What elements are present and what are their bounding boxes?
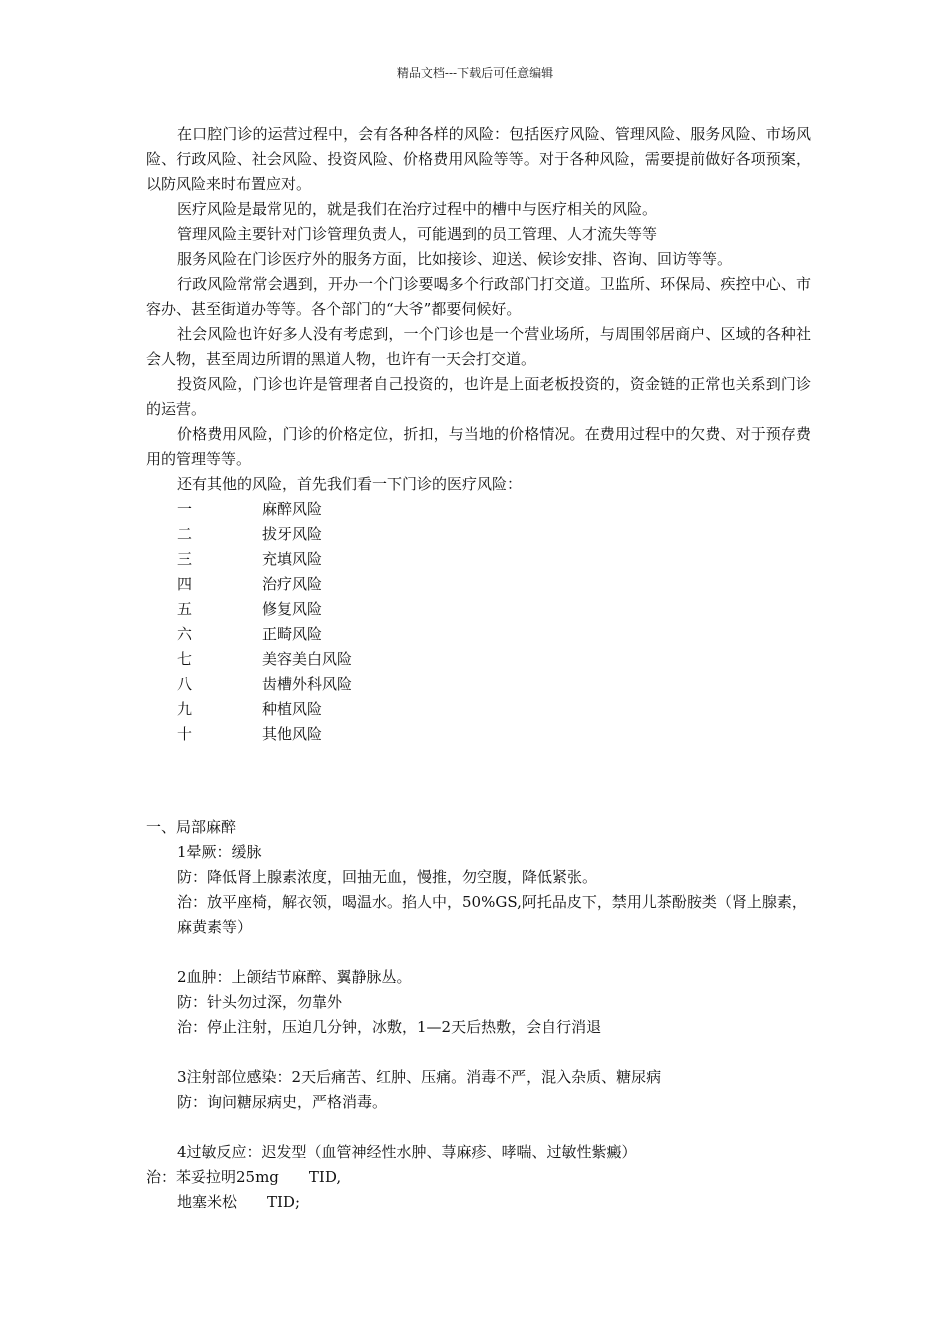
document-body xyxy=(146,122,811,1215)
item-treat: 地塞米松 TID; xyxy=(177,1193,301,1211)
spacer xyxy=(146,1115,811,1140)
list-number: 七 xyxy=(177,650,193,668)
spacer xyxy=(146,1040,811,1065)
intro-paragraph: 医疗风险是最常见的，就是我们在治疗过程中的槽中与医疗相关的风险。 xyxy=(177,200,658,218)
list-number: 一 xyxy=(177,500,193,518)
list-item xyxy=(146,647,811,672)
item-title: 4过敏反应：迟发型（血管神经性水肿、荨麻疹、哮喘、过敏性紫癜） xyxy=(177,1143,637,1161)
list-number: 六 xyxy=(177,625,193,643)
list-label: 种植风险 xyxy=(262,700,323,718)
list-label: 充填风险 xyxy=(262,550,323,568)
intro-paragraph: 社会风险也许好多人没有考虑到，一个门诊也是一个营业场所，与周围邻居商户、区域的各种社会人物，甚至周边所谓的黑道人物，也许有一天会打交道。 xyxy=(146,325,811,368)
list-item xyxy=(146,547,811,572)
intro-paragraph: 管理风险主要针对门诊管理负责人，可能遇到的员工管理、人才流失等等 xyxy=(177,225,658,243)
list-label: 修复风险 xyxy=(262,600,323,618)
list-label: 拔牙风险 xyxy=(262,525,323,543)
item-title: 3注射部位感染：2天后痛苦、红肿、压痛。消毒不严，混入杂质、糖尿病 xyxy=(177,1068,662,1086)
intro-paragraph: 价格费用风险，门诊的价格定位，折扣，与当地的价格情况。在费用过程中的欠费、对于预存费用的管理等等。 xyxy=(146,425,811,468)
page-header: 精品文档---下载后可任意编辑 xyxy=(396,66,554,80)
item-treat: 治：苯妥拉明25mg TID, xyxy=(146,1168,342,1186)
intro-paragraph: 服务风险在门诊医疗外的服务方面，比如接诊、迎送、候诊安排、咨询、回访等等。 xyxy=(177,250,733,268)
list-label: 麻醉风险 xyxy=(262,500,323,518)
item-treat: 治：放平座椅，解衣领，喝温水。掐人中，50%GS,阿托品皮下，禁用儿茶酚胺类（肾上腺素，麻黄素等） xyxy=(177,893,807,936)
list-item xyxy=(146,672,811,697)
list-item xyxy=(146,722,811,747)
spacer xyxy=(146,747,811,815)
list-number: 八 xyxy=(177,675,193,693)
list-label: 治疗风险 xyxy=(262,575,323,593)
list-number: 四 xyxy=(177,575,193,593)
list-number: 九 xyxy=(177,700,193,718)
list-item xyxy=(146,597,811,622)
item-prevent: 防：询问糖尿病史，严格消毒。 xyxy=(177,1093,388,1111)
risk-list xyxy=(146,497,811,747)
item-treat: 治：停止注射，压迫几分钟，冰敷，1—2天后热敷，会自行消退 xyxy=(177,1018,602,1036)
list-item xyxy=(146,497,811,522)
list-number: 二 xyxy=(177,525,193,543)
list-item xyxy=(146,697,811,722)
section-title: 一、局部麻醉 xyxy=(146,818,237,836)
list-label: 美容美白风险 xyxy=(262,650,353,668)
intro-paragraph: 投资风险，门诊也许是管理者自己投资的，也许是上面老板投资的，资金链的正常也关系到门诊的运营。 xyxy=(146,375,811,418)
list-label: 齿槽外科风险 xyxy=(262,675,353,693)
list-item xyxy=(146,522,811,547)
item-title: 1晕厥：缓脉 xyxy=(177,843,262,861)
list-number: 三 xyxy=(177,550,193,568)
item-prevent: 防：降低肾上腺素浓度，回抽无血，慢推，勿空腹，降低紧张。 xyxy=(177,868,598,886)
list-number: 五 xyxy=(177,600,193,618)
intro-paragraph: 行政风险常常会遇到，开办一个门诊要喝多个行政部门打交道。卫监所、环保局、疾控中心、市容办、甚至街道办等等。各个部门的“大爷”都要伺候好。 xyxy=(146,275,811,318)
list-item xyxy=(146,572,811,597)
list-item xyxy=(146,622,811,647)
list-number: 十 xyxy=(177,725,193,743)
intro-paragraph: 在口腔门诊的运营过程中，会有各种各样的风险：包括医疗风险、管理风险、服务风险、市场风险、行政风险、社会风险、投资风险、价格费用风险等等。对于各种风险，需要提前做好各项预案，以防风险来时布置应对。 xyxy=(146,125,811,193)
item-title: 2血肿：上颌结节麻醉、翼静脉丛。 xyxy=(177,968,412,986)
item-prevent: 防：针头勿过深，勿靠外 xyxy=(177,993,343,1011)
list-label: 正畸风险 xyxy=(262,625,323,643)
list-label: 其他风险 xyxy=(262,725,323,743)
spacer xyxy=(146,940,811,965)
intro-paragraph: 还有其他的风险，首先我们看一下门诊的医疗风险： xyxy=(177,475,523,493)
